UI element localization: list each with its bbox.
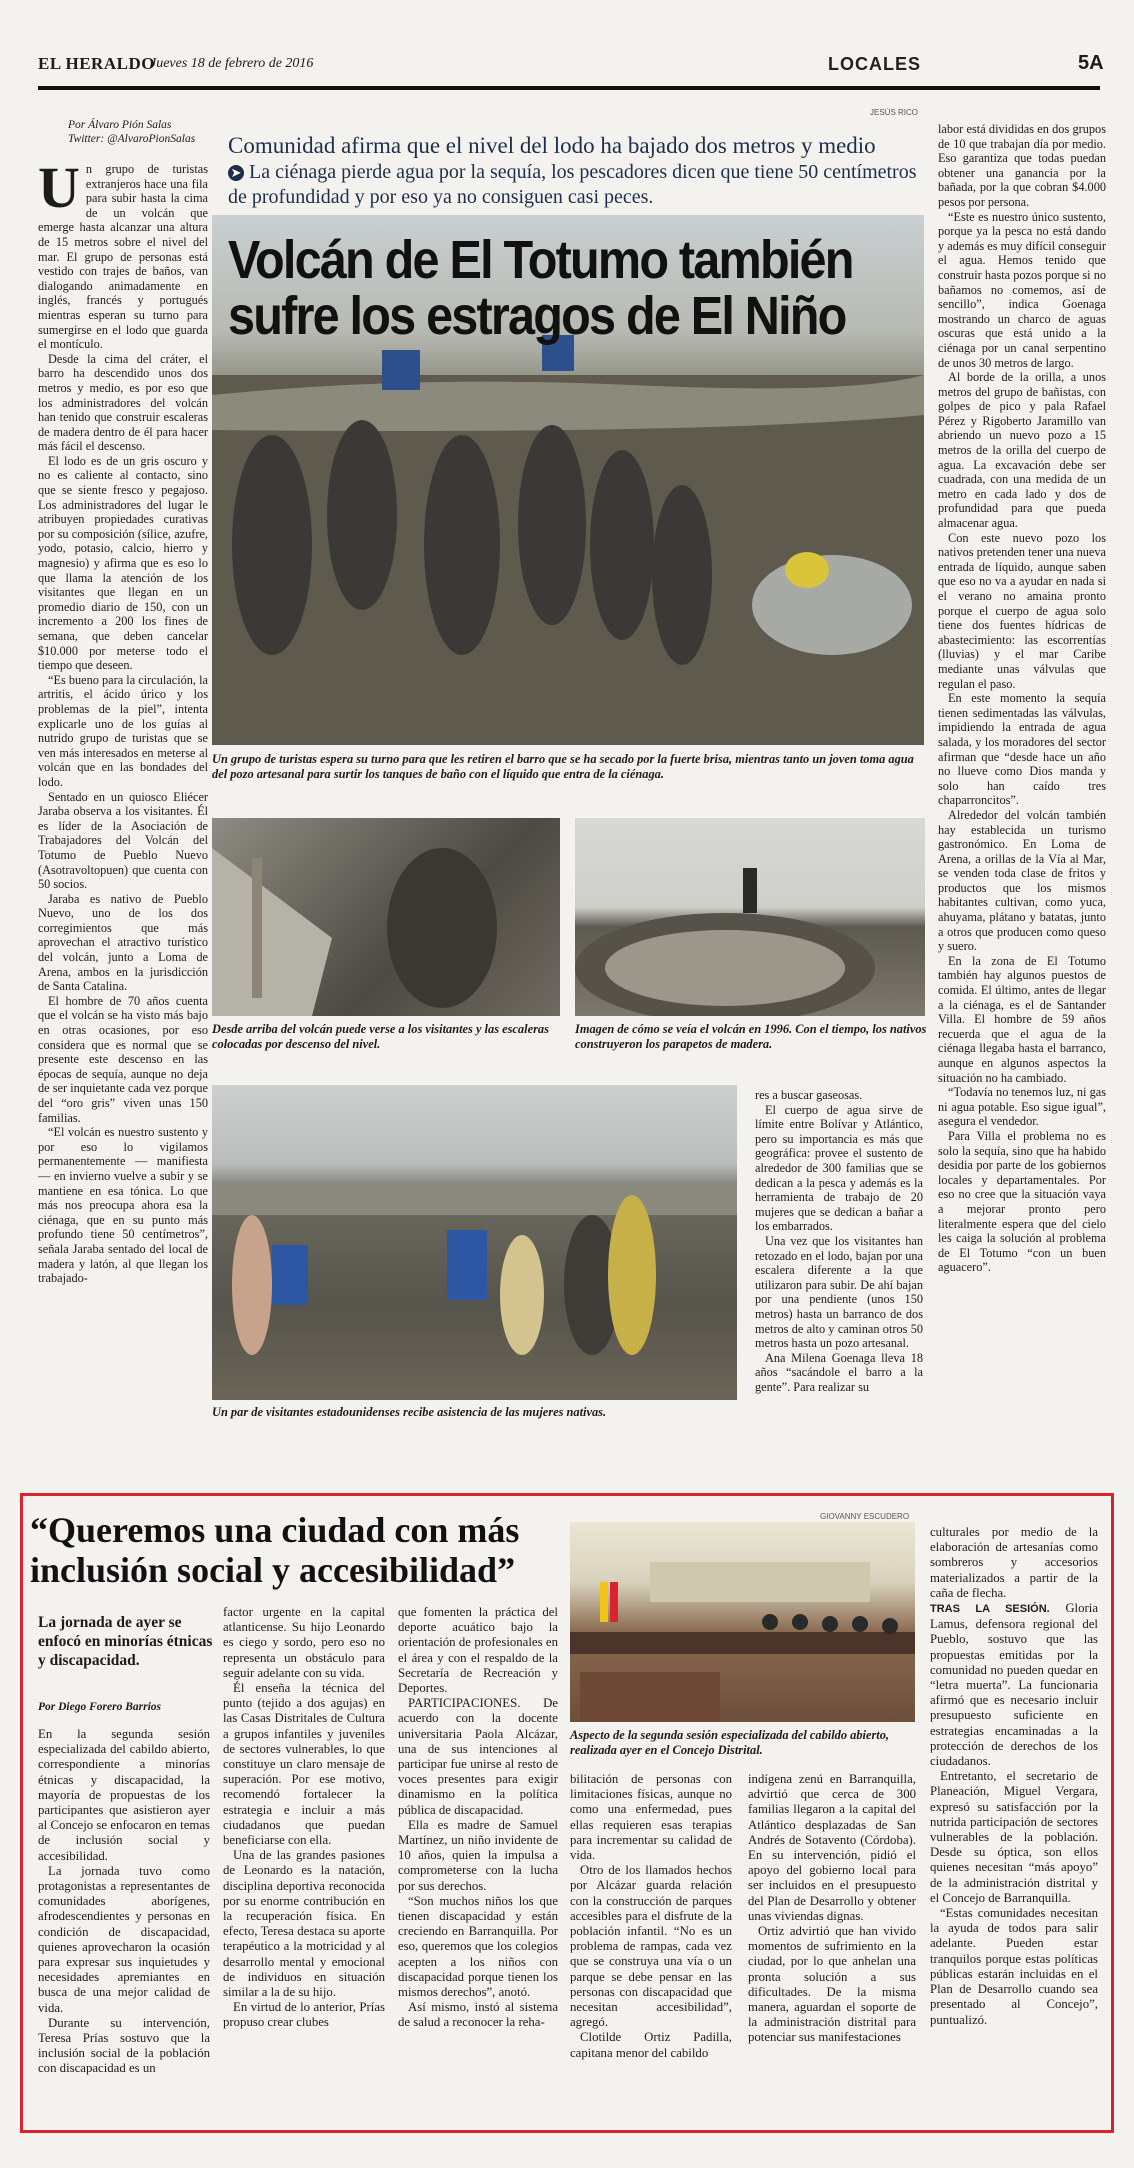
story2-column-4	[570, 1772, 732, 2122]
photo-visitors-art	[212, 1085, 737, 1400]
issue-date: Jueves 18 de febrero de 2016	[150, 56, 314, 71]
column-text	[755, 1088, 923, 1394]
caption-stairs: Desde arriba del volcán puede verse a los visitantes y las escaleras colocadas por descenso del nivel.	[212, 1022, 549, 1051]
story1-column-right	[938, 122, 1106, 1462]
paragraph: Jaraba es nativo de Pueblo Nuevo, uno de los dos corregimientos que más aprovechan el atractivo turístico del volcán, junto a Loma de Arena, ambos en la jurisdicción de Santa Catalina.	[38, 891, 208, 994]
paragraph: res a buscar gaseosas.	[755, 1088, 863, 1102]
paragraph: En este momento la sequía tienen sedimentadas las válvulas, impidiendo la entrada de agua salada, y los moradores del sector afirman que “desde hace un año no llueve como Dios manda y solo han caído tres chaparroncitos”.	[938, 691, 1106, 808]
author-byline	[68, 118, 208, 146]
masthead	[38, 50, 1104, 84]
column-lead-paragraph	[930, 1601, 1098, 1769]
story2-photo-art	[570, 1522, 915, 1722]
story2-headline: “Queremos una ciudad con más inclusión social y accesibilidad”	[30, 1510, 520, 1590]
section-name: LOCALES	[828, 54, 922, 74]
paragraph: Ella es madre de Samuel Martínez, un niño invidente de 10 años, quien la impulsa a comprometerse con la lucha por sus derechos.	[398, 1817, 558, 1893]
subhead-lead: TRAS LA SESIÓN.	[930, 1603, 1050, 1616]
story2-column-5	[748, 1772, 916, 2122]
photo-1996	[575, 818, 925, 1016]
story2-subhead: La jornada de ayer se enfocó en minorías étnicas y discapacidad.	[38, 1614, 213, 1669]
column-text	[38, 1727, 210, 2077]
dropcap: U	[38, 162, 80, 220]
paragraph: En la zona de El Totumo también hay algunos puestos de comida. El último, antes de llegar a la ciénaga, es el de Santander Villa. El hombre de 59 años recuerda que el agua de la ciénaga llegaba hasta el barranco, aunque en algunos aspectos la situación no ha cambiado.	[938, 953, 1106, 1085]
paragraph: “El volcán es nuestro sustento y por eso lo vigilamos permanentemente — manifiesta — en invierno vuelve a subir y se mantiene en esa tónica. Lo que más nos preocupa ahora esa la ciénaga, que en su punto más profundo tiene 50 centímetros”, señala Jaraba sentado del local de madera y latón, al que llegan los trabajado-	[38, 1125, 208, 1286]
paragraph: Una vez que los visitantes han retozado en el lodo, bajan por una escalera diferente a la que utilizaron para subir. De ahí bajan por una pendiente (unos 150 metros) hasta un barranco de dos metros de alto y caminan otros 50 metros hasta un pozo artesanal.	[755, 1233, 923, 1351]
column-text	[930, 1525, 1098, 1601]
paragraph: Entretanto, el secretario de Planeación, Miguel Vergara, expresó su satisfacción por la nutrida participación de sectores vulnerables de la población. Desde su óptica, son ellos quienes necesitan “más apoyo” de la administración distrital y el Concejo de Barranquilla.	[930, 1769, 1098, 1905]
paragraph: Al borde de la orilla, a unos metros del grupo de bañistas, con golpes de pico y pala Rafael Pérez y Rigoberto Jaramillo van abriendo un nuevo pozo a 15 metros de la orilla del cuerpo de agua. La excavación debe ser cuadrada, con una medida de un metro en cada lado y dos de profundidad para que pueda almacenar agua.	[938, 370, 1106, 531]
paragraph: La jornada tuvo como protagonistas a representantes de comunidades aborígenes, afrodescendientes y personas en condición de discapacidad, quienes aprovecharon la ocasión para expresar sus inquietudes y necesidades apremiantes en busca de una mejor calidad de vida.	[38, 1863, 210, 2015]
photo-credit: JESÚS RICO	[870, 108, 919, 117]
deck-text: La ciénaga pierde agua por la sequía, los pescadores dicen que tiene 50 centímetros de profundidad y por eso ya no consiguen casi peces.	[228, 161, 917, 208]
story2-caption: Aspecto de la segunda sesión especializada del cabildo abierto, realizada ayer en el Concejo Distrital.	[570, 1728, 890, 1757]
column-text	[38, 162, 208, 1286]
story1-column-mid	[755, 1088, 923, 1398]
paragraph: factor urgente en la capital atlanticense. Su hijo Leonardo es ciego y sordo, pero eso no representa un obstáculo para seguir adelante con su vida.	[223, 1605, 385, 1680]
arrow-icon: ➤	[228, 165, 244, 181]
paragraph: PARTICIPACIONES. De acuerdo con la docente universitaria Paola Alcázar, una de sus intenciones al participar fue unirse al resto de voces presentes para exigir dinamismo en la política pública de discapacidad.	[398, 1696, 558, 1817]
photo-visitors	[212, 1085, 737, 1400]
paragraph: Ana Milena Goenaga lleva 18 años “sacándole el barro a la gente”. Para realizar su	[755, 1350, 923, 1394]
photo-1996-art	[575, 818, 925, 1016]
column-text	[930, 1769, 1098, 2027]
paragraph: “Estas comunidades necesitan la ayuda de todos para salir adelante. Pueden estar tranquilos porque estas políticas públicas estarán incluidas en el Plan de Desarrollo cuando sea presentado al Concejo”, puntualizó.	[930, 1906, 1098, 2027]
headline: Volcán de El Totumo también sufre los estragos de El Niño	[228, 230, 853, 346]
photo-stairs	[212, 818, 560, 1016]
column-text	[398, 1605, 558, 2031]
column-text: Gloria Lamus, defensora regional del Pueblo, sostuvo que las propuestas emitidas por la comunidad no pueden quedar en “letra muerta”. La funcionaria afirmó que es necesario incluir presupuesto suficiente en estrategias encaminadas a la protección de derechos de los ciudadanos.	[930, 1601, 1098, 1769]
paragraph: El cuerpo de agua sirve de límite entre Bolívar y Atlántico, pero su importancia es más que geográfica: provee el sustento de alrededor de 300 familias que se dedican a la pesca y además es la herramienta de trabajo de 20 mujeres que se dedican a bañar a los embarrados.	[755, 1102, 923, 1234]
paragraph: Clotilde Ortiz Padilla, capitana menor del cabildo	[570, 2030, 732, 2060]
paragraph: Él enseña la técnica del punto (tejido a dos agujas) en las Casas Distritales de Cultura a grupos infantiles y juveniles de sectores vulnerables, lo que constituye un claro mensaje de superación. Por ese motivo, recomendó fortalecer la estrategia e incluir a más ciudadanos que puedan beneficiarse con ella.	[223, 1681, 385, 1848]
story2-column-1	[38, 1727, 210, 2122]
paragraph: Sentado en un quiosco Eliécer Jaraba observa a los visitantes. Él es líder de la Asociación de Trabajadores del Volcán del Totumo de Pueblo Nuevo (Asotravoltopuen) que cuenta con 50 socios.	[38, 789, 208, 892]
paragraph: “Este es nuestro único sustento, porque ya la pesca no está dando y además es muy difícil conseguir el agua. Hemos tenido que construir hasta pozos porque si no bañamos no comemos, así de sencillo”, indica Goenaga mostrando un charco de aguas oscuras que está unido a la ciénaga por un canal serpentino de unos 30 metros de largo.	[938, 209, 1106, 370]
paper-name: EL HERALDO	[38, 54, 155, 73]
paragraph: Desde la cima del cráter, el barro ha descendido unos dos metros y medio, es por eso que los administradores del volcán han tenido que construir escaleras de madera dentro de él para hacer más fácil el descenso.	[38, 351, 208, 454]
paragraph: El lodo es de un gris oscuro y no es caliente al contacto, sino que se siente fresco y pegajoso. Los administradores del lugar le atribuyen propiedades curativas por su composición (sílice, azufre, yodo, potasio, calcio, hierro y magnesio) y afirma que es eso lo que llama la atención de los visitantes que llegan en un promedio diario de 150, con un incremento a 200 los fines de semana, que deben cancelar $10.000 por meterse todo el tiempo que deseen.	[38, 453, 208, 673]
story2-column-2	[223, 1605, 385, 2122]
paragraph: “Es bueno para la circulación, la artritis, el ácido úrico y los problemas de la piel”, intenta explicarle uno de los guías al nutrido grupo de turistas que se ven más interesados en meterse al volcán que en las bondades del lodo.	[38, 672, 208, 789]
paragraph: “Todavía no tenemos luz, ni gas ni agua potable. Eso sigue igual”, asegura el vendedor.	[938, 1085, 1106, 1129]
caption-visitors: Un par de visitantes estadounidenses recibe asistencia de las mujeres nativas.	[212, 1405, 607, 1419]
masthead-rule	[38, 86, 1100, 90]
paragraph: “Son muchos niños los que tienen discapacidad y están creciendo en Barranquilla. Por eso, queremos que los colegios acepten a los niños con discapacidad porque tienen los mismos derechos”, anotó.	[398, 1893, 558, 2000]
paragraph: Ortiz advirtió que han vivido momentos de sufrimiento en la ciudad, por lo que anhelan una pronta solución a sus dificultades. De la misma manera, aguardan el soporte de la administración distrital para potenciar sus manifestaciones	[748, 1924, 916, 2045]
photo-stairs-art	[212, 818, 560, 1016]
story2-column-3	[398, 1605, 558, 2122]
deck	[228, 160, 918, 210]
paragraph: Con este nuevo pozo los nativos pretenden tener una nueva entrada de líquido, aunque saben que eso no va a ayudar en nada si el verano no amaina pronto porque el cuerpo de agua solo tiene dos fuentes hídricas de abastecimiento: las escorrentías (lluvias) y el mar Caribe mediante unas válvulas que regulan el paso.	[938, 530, 1106, 691]
story1-column-1	[38, 162, 208, 1452]
paragraph: En la segunda sesión especializada del cabildo abierto, correspondiente a minorías étnicas y discapacidad, la mayoría de propuestas de los participantes que asistieron ayer al Concejo se enfocaron en temas de inclusión social y accesibilidad.	[38, 1727, 210, 1863]
story2-column-6	[930, 1525, 1098, 2122]
paragraph: En virtud de lo anterior, Prías propuso crear clubes	[223, 2000, 385, 2030]
column-text	[223, 1605, 385, 2031]
kicker: Comunidad afirma que el nivel del lodo ha bajado dos metros y medio	[228, 133, 876, 158]
paragraph: Alrededor del volcán también hay establecida un turismo gastronómico. En Loma de Arena, a orillas de la Vía al Mar, se venden toda clase de fritos y productos que los mismos habitantes cultivan, como yuca, ahuyama, plátano y batatas, junto a otros que producen como queso y suero.	[938, 807, 1106, 954]
column-text	[748, 1772, 916, 2046]
page-number: 5A	[1078, 52, 1104, 74]
paragraph: El hombre de 70 años cuenta que el volcán se ha visto más bajo en otras ocasiones, por eso considera que es normal que se presente este descenso en las épocas de sequía, aunque no deja de ser inquietante cada vez porque del “oro gris” viven unas 150 familias.	[38, 993, 208, 1125]
paragraph: culturales por medio de la elaboración de artesanías como sombreros y accesorios materializados a partir de la caña de flecha.	[930, 1525, 1098, 1600]
column-text	[570, 1772, 732, 2061]
paragraph: que fomenten la práctica del deporte acuático bajo la orientación de profesionales en el área y con el respaldo de la Secretaría de Recreación y Deportes.	[398, 1605, 558, 1696]
story2-photo	[570, 1522, 915, 1722]
paragraph: Otro de los llamados hechos por Alcázar guarda relación con la construcción de parques accesibles para el disfrute de la población infantil. “No es un problema de rampas, cada vez que se construya una vía o un parque se debe pensar en las personas con discapacidad que necesitan accesibilidad”, agregó.	[570, 1863, 732, 2030]
paragraph: n grupo de turistas extranjeros hace una fila para subir hasta la cima de un volcán que emerge hasta alcanzar una altura de 15 metros sobre el nivel del mar. El grupo de personas está vestido con trajes de baños, van dialogando animadamente en inglés, francés y portugués mientras esperan su turno para sumergirse en el lodo que guarda el montículo.	[38, 162, 208, 352]
column-text	[938, 122, 1106, 1275]
paragraph: labor está divididas en dos grupos de 10 que trabajan día por medio. Eso garantiza que todas puedan obtener una ganancia por la bañada, por la que cobran $4.000 pesos por persona.	[938, 122, 1106, 209]
paragraph: Así mismo, instó al sistema de salud a reconocer la reha-	[398, 2000, 558, 2030]
author-name: Por Álvaro Pión Salas	[68, 119, 172, 131]
paragraph: indígena zenú en Barranquilla, advirtió que cerca de 300 familias llegaron a la capital del Atlántico desplazadas de San Andrés de Sotavento (Córdoba). En su intervención, pidió el apoyo del gobierno local para ser incluidos en el presupuesto del Plan de Desarrollo y obtener unas viviendas dignas.	[748, 1772, 916, 1923]
story2-author: Por Diego Forero Barrios	[38, 1701, 161, 1713]
caption-1996: Imagen de cómo se veía el volcán en 1996. Con el tiempo, los nativos construyeron los parapetos de madera.	[575, 1022, 927, 1051]
paragraph: Una de las grandes pasiones de Leonardo es la natación, disciplina deportiva reconocida por su enorme contribución en la recuperación física. En efecto, Teresa destaca su aporte terapéutico a la motricidad y al desarrollo mental y emocional de individuos en situación similar a la de su hijo.	[223, 1848, 385, 2000]
main-photo-caption: Un grupo de turistas espera su turno para que les retiren el barro que se ha secado por la fuerte brisa, mientras tanto un joven toma agua del pozo artesanal para surtir los tanques de baño con el líquido que entra de la ciénaga.	[212, 752, 914, 781]
story2-photo-credit: GIOVANNY ESCUDERO	[820, 1512, 910, 1521]
paragraph: bilitación de personas con limitaciones físicas, aunque no como una enfermedad, pues ellas requieren esas terapias para incrementar su calidad de vida.	[570, 1772, 732, 1863]
paragraph: Para Villa el problema no es solo la sequía, sino que ha habido desidia por parte de los gobiernos locales y departamentales. Por eso no cree que la situación vaya a mejorar pronto pero literalmente espera que del cielo les caiga la solución al problema de El Totumo “con un buen aguacero”.	[938, 1128, 1106, 1275]
paragraph: Durante su intervención, Teresa Prías sostuvo que la inclusión social de la población con discapacidad es un	[38, 2015, 210, 2076]
author-twitter: Twitter: @AlvaroPionSalas	[68, 133, 196, 145]
